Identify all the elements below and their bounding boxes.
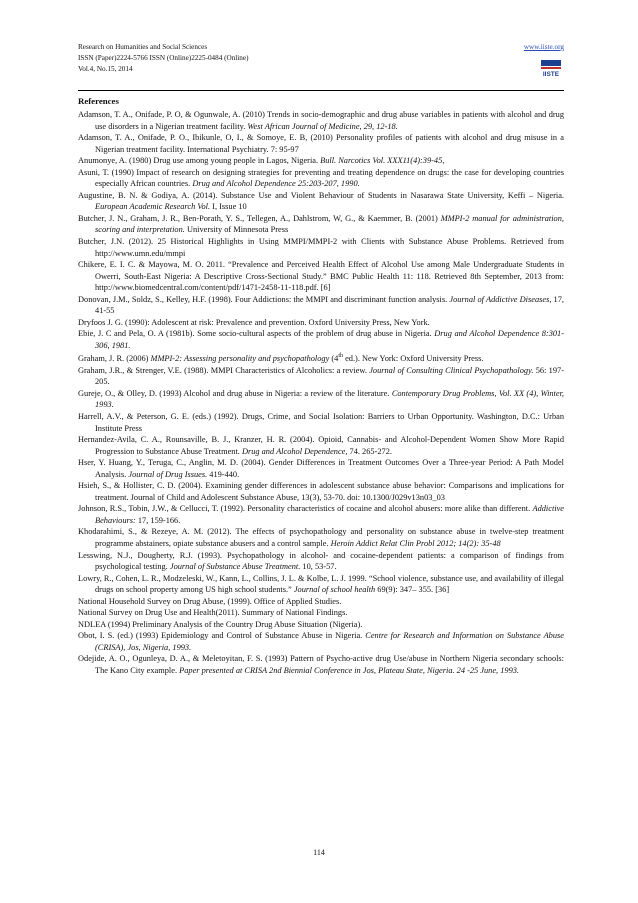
reference-italic-text: Drug and Alcohol Dependence 25:203-207, 1990. [192,179,360,189]
reference-text: Chikere, E. I. C. & Mayowa, M. O. 2011. “Prevalence and Perceived Health Effect of Alcohol Use among Male Undergraduate Students in Owerri, South-East Nigeria: A Descriptive Cross-Sectional Study.” BMC Public Health 11: 118. Retrieved 8th September, 2013 from: http://www.biomedcentral.com/content/pdf/1471-2458-11-118.pdf. [6] [78,260,564,293]
reference-entry [78,550,564,573]
reference-text: Lowry, R., Cohen, L. R., Modzeleski, W., Kann, L., Collins, J. L. & Kolbe, L. J. 1999. “School violence, substance use, and availability of illegal drugs on school property among US high school students.” [78,573,564,595]
reference-italic-text: Centre for Research and Information on Substance Abuse (CRISA), Jos, Nigeria, 1993. [95,631,564,652]
reference-italic-text: Journal of Consulting Clinical Psychopathology. [369,365,534,375]
reference-entry [78,132,564,155]
reference-text: 56: 197-205. [95,365,564,387]
reference-text: Hsieh, S., & Hollister, C. D. (2004). Examining gender differences in adolescent substance abuse behavior: Comparisons and implications for treatment. Journal of Child and Adolescent Substance Abuse, 13(3), 53-70. doi: 10.1300/J029v13n03_03 [78,481,564,502]
reference-text: Asuni, T. (1990) Impact of research on designing strategies for preventing and treating dependence on drugs: the case for developing countries especially African countries. [78,167,564,189]
reference-text: 69(9): 347– 355. [36] [375,585,450,595]
reference-italic-text: Drug and Alcohol Dependence 8:301-306, 1981. [95,329,564,350]
reference-text: Graham, J. R. (2006) [78,354,151,364]
reference-superscript: th [338,353,343,360]
reference-text: Johnson, R.S., Tobin, J.W., & Cellucci, T. (1992). Personality characteristics of cocaine and alcohol abusers: more alike than different. [78,504,533,514]
reference-entry [78,190,564,213]
section-title: References [78,96,119,106]
reference-text: Anumonye, A. (1980) Drug use among young people in Lagos, Nigeria. [78,156,321,166]
page-number: 114 [313,848,325,857]
reference-italic-text: European Academic Research Vol. [95,202,211,212]
reference-text: Donovan, J.M., Soldz, S., Kelley, H.F. (1998). Four Addictions: the MMPI and discriminant function analysis. [78,294,450,304]
reference-entry [78,213,564,236]
iiste-logo [539,58,563,78]
volume-line: Vol.4, No.15, 2014 [78,65,133,73]
reference-text: Ebie, J. C and Pela, O. A (1981b). Some socio-cultural aspects of the problem of drug abuse in Nigeria. [78,329,435,339]
reference-entry [78,155,564,167]
reference-entry [78,653,564,676]
reference-italic-text: Journal of Substance Abuse Treatment. [169,562,301,572]
reference-entry [78,596,564,608]
reference-text: Harrell, A.V., & Peterson, G. E. (eds.) (1992). Drugs, Crime, and Social Isolation: Barriers to Urban Opportunity. Washington, D.C.: Urban Institute Press [78,412,564,433]
reference-entry [78,236,564,259]
reference-entry [78,480,564,503]
reference-italic-text: MMPI-2: Assessing personality and psychopathology [150,354,330,364]
reference-text: Khodarahimi, S., & Rezeye, A. M. (2012). The effects of psychopathology and personality on substance abuse in twelve-step treatment programme abstainers, opiate substance abusers and a control sample. [78,527,564,549]
reference-entry [78,317,564,329]
reference-entry [78,328,564,351]
reference-italic-text: West African Journal of Medicine, 29, 12-18. [247,121,398,131]
reference-entry [78,411,564,434]
reference-italic-text: Contemporary Drug Problems, Vol. XX (4), Winter, 1993. [95,388,564,410]
reference-entry [78,259,564,294]
reference-italic-text: Paper presented at CRISA 2nd Biennial Conference in Jos, Plateau State, Nigeria. 24 -25 June, 1993. [179,666,519,676]
reference-text: Hser, Y. Huang, Y., Teruga, C., Anglin, M. D. (2004). Gender Differences in Treatment Outcomes Over a Three-year Period: A Path Model Analysis. [78,458,564,479]
reference-italic-text: Bull. Narcotics Vol. XXX11(4):39-45, [320,156,445,166]
reference-text: Gureje, O., & Olley, D. (1993) Alcohol and drug abuse in Nigeria: a review of the literature. [78,388,392,398]
reference-text: University of Minnesota Press [184,225,289,235]
reference-entry [78,619,564,631]
reference-text: I, Issue 10 [210,202,247,212]
reference-entry [78,630,564,653]
reference-entry [78,294,564,317]
journal-name: Research on Humanities and Social Sciences [78,43,208,51]
reference-text: ed.). New York: Oxford University Press. [343,354,484,364]
reference-italic-text: Addictive Behaviours: [95,504,564,525]
reference-text: Lesswing, N.J., Dougherty, R.J. (1993). Psychopathology in alcohol- and cocaine-dependent patients: a comparison of findings from psychological testing. [78,550,564,572]
reference-text: Dryfoos J. G. (1990): Adolescent at risk: Prevalence and prevention. Oxford University Press, New York. [78,317,430,327]
reference-entry [78,503,564,526]
reference-text: National Household Survey on Drug Abuse, (1999). Office of Applied Studies. [78,596,342,606]
reference-text: 74. 265-272. [347,446,392,456]
reference-entry [78,167,564,190]
reference-text: (4 [329,354,339,364]
reference-entry [78,388,564,411]
reference-entry [78,365,564,388]
reference-italic-text: Journal of Addictive Diseases [449,294,550,304]
reference-italic-text: MMPI-2 manual for administration, scoring and interpretation. [95,213,564,235]
reference-text: Hernandez-Avila, C. A., Rounsaville, B. J., Kranzer, H. R. (2004). Opioid, Cannabis- and Alcohol-Dependent Women Show More Rapid Progression to Substance Abuse Treatment. [78,435,564,456]
reference-text: Butcher, J.N. (2012). 25 Historical Highlights in Using MMPI/MMPI-2 with Clients with Substance Abuse Problems. Retrieved from http://www.umn.edu/mmpi [78,237,564,258]
reference-text: Adamson, T. A., Onifade, P. O, & Ogunwale, A. (2010) Trends in socio-demographic and drug abuse variables in patients with alcohol and drug use disorders in a Nigerian treatment facility. [78,110,564,131]
journal-url-link[interactable]: www.iiste.org [523,43,564,51]
reference-text: Butcher, J. N., Graham, J. R., Ben-Porath, Y. S., Tellegen, A., Dahlstrom, W, G., & Kaemmer, B. (2001) [78,213,441,223]
svg-text:IISTE: IISTE [542,71,560,78]
reference-text: NDLEA (1994) Preliminary Analysis of the Country Drug Abuse Situation (Nigeria). [78,619,363,629]
reference-text: Odejide, A. O., Ogunleya, D. A., & Meletoyitan, F. S. (1993) Pattern of Psycho-active drug Use/abuse in Northern Nigeria secondary schools: The Kano City example. [78,654,564,676]
reference-entry [78,526,564,549]
header-rule [78,90,564,91]
reference-text: Obot, I. S. (ed.) (1993) Epidemiology and Control of Substance Abuse in Nigeria. [78,631,366,641]
reference-entry [78,457,564,480]
reference-italic-text: Journal of school health [293,585,376,595]
reference-italic-text: Journal of Drug Issues. [128,469,208,479]
reference-italic-text: Drug and Alcohol Dependence, [241,446,348,456]
reference-text: , 17, 41-55 [95,294,564,316]
running-header [78,42,564,75]
reference-text: 419-440. [207,469,240,479]
reference-entry [78,573,564,596]
reference-text: Graham, J.R., & Strenger, V.E. (1988). MMPI Characteristics of Alcoholics: a review. [78,365,370,375]
reference-italic-text: Heroin Addict Relat Clin Probl 2012; 14(2): 35-48 [330,539,501,549]
reference-entry [78,607,564,619]
reference-text: National Survey on Drug Use and Health(2011). Summary of National Findings. [78,608,348,618]
reference-entry [78,109,564,132]
reference-text: 10, 53-57. [300,562,337,572]
reference-list [78,109,564,677]
issn-line: ISSN (Paper)2224-5766 ISSN (Online)2225-0484 (Online) [78,54,249,62]
reference-text: Adamson, T. A., Onifade, P. O., Ibikunle, O, I., & Somoye, E. B, (2010) Personality profiles of patients with alcohol and drug misuse in a Nigerian treatment facility. International Psychiatry. 7: 95-97 [78,133,564,154]
reference-text: Augustine, B. N. & Godiya, A. (2014). Substance Use and Violent Behaviour of Students in Nasarawa State University, Keffi – Nigeria. [78,190,564,200]
reference-entry [78,351,564,364]
reference-entry [78,434,564,457]
reference-text: 17, 159-166. [135,515,181,525]
